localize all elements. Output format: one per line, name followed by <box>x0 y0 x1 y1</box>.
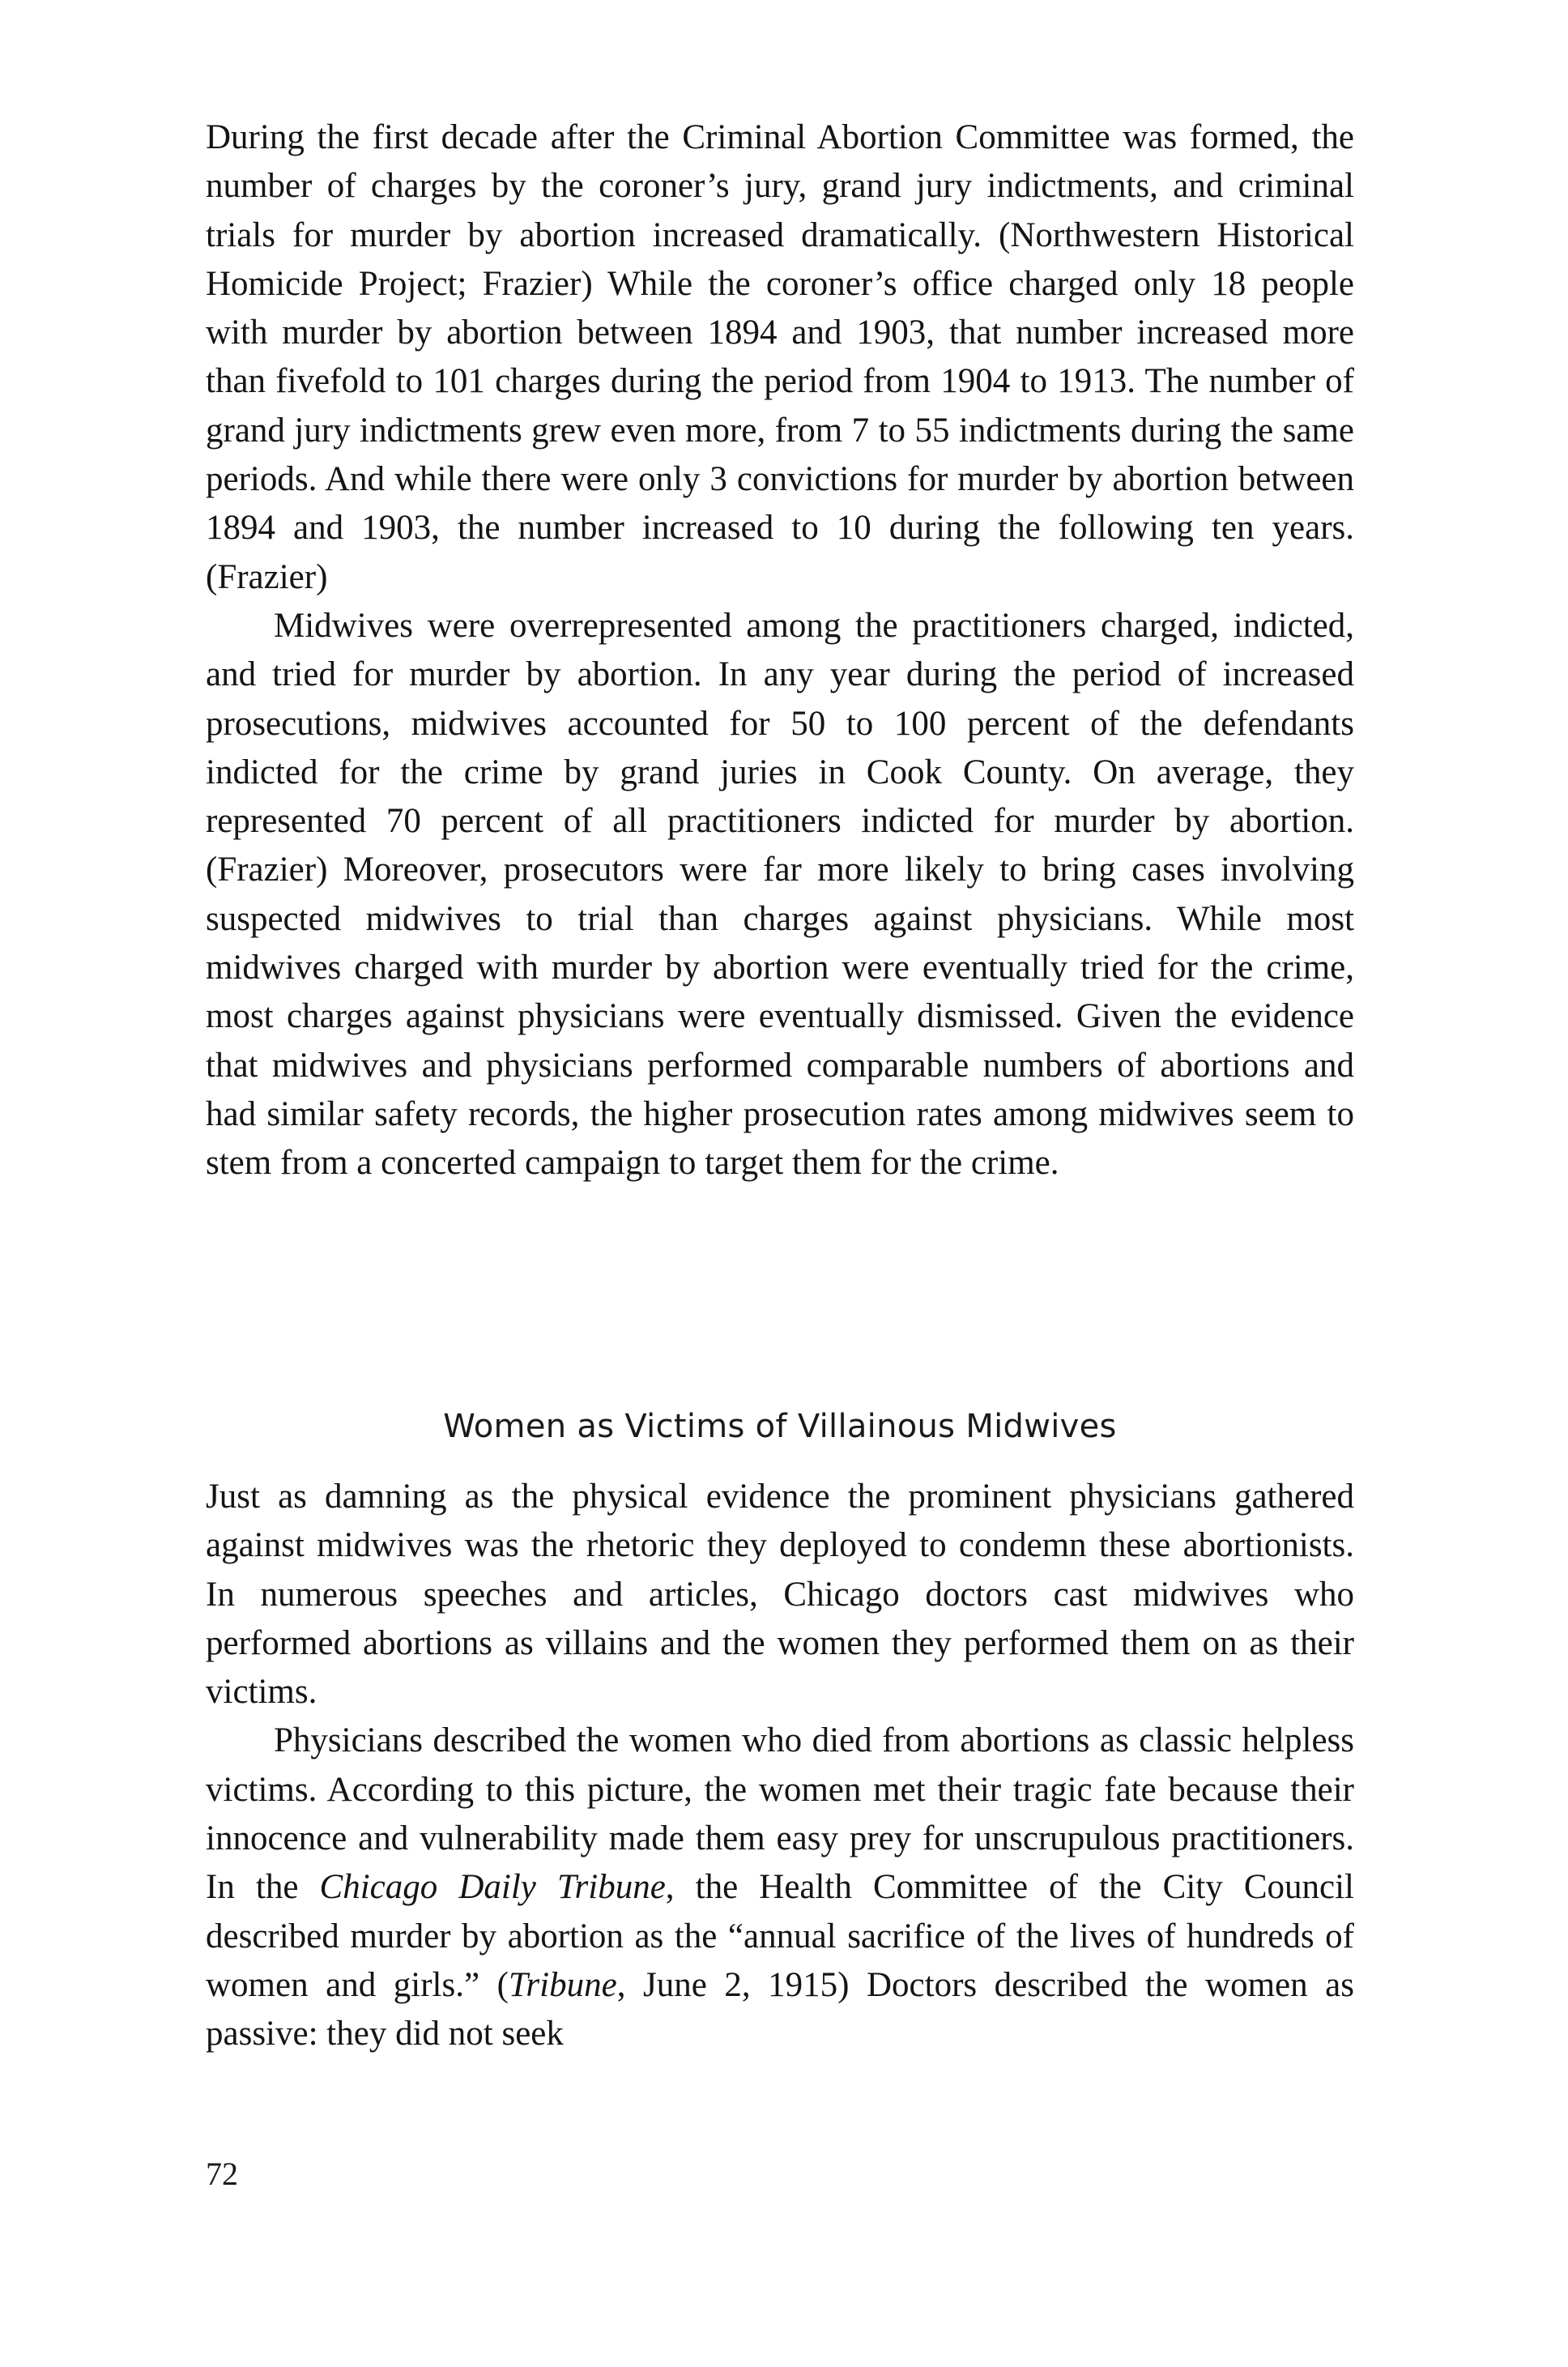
body-text-section-1 <box>206 113 1354 1188</box>
page-number: 72 <box>206 2156 238 2192</box>
paragraph-rhetoric: Just as damning as the physical evidence the prominent physicians gathered against midwives was the rhetoric they deployed to condemn these abortionists. In numerous speeches and articles, Chicago doctors cast midwives who performed abortions as villains and the women they performed them on as their victims. <box>206 1478 1354 1712</box>
text-run: , the Health Committee of the City Council described murder by abortion as the “annual sacrifice of the lives of hundreds of women and girls.” ( <box>206 1868 1355 2004</box>
italic-newspaper-title: Chicago Daily Tribune <box>319 1868 666 1907</box>
text-run: Physicians described the women who died from abortions as classic helpless victims. According to this picture, the women met their tragic fate because their innocence and vulnerability made them easy prey for unscrupulous practitioners. In the <box>206 1721 1354 1907</box>
paragraph-prosecution-statistics: During the first decade after the Criminal Abortion Committee was formed, the number of charges by the coroner’s jury, grand jury indictments, and criminal trials for murder by abortion increased dramatically. (Northwestern Historical Homicide Project; Frazier) While the coroner’s office charged only 18 people with murder by abortion between 1894 and 1903, that number increased more than fivefold to 101 charges during the period from 1904 to 1913. The number of grand jury indictments grew even more, from 7 to 55 indictments during the same periods. And while there were only 3 convictions for murder by abortion between 1894 and 1903, the number increased to 10 during the following ten years. (Frazier) <box>206 118 1354 596</box>
paragraph-midwives-overrepresented: Midwives were overrepresented among the practitioners charged, indicted, and tried for murder by abortion. In any year during the period of increased prosecutions, midwives accounted for 50 to 100 percent of the defendants indicted for the crime by grand juries in Cook County. On average, they represented 70 percent of all practitioners indicted for murder by abortion. (Frazier) Moreover, prosecutors were far more likely to bring cases involving suspected midwives to trial than charges against physicians. While most midwives charged with murder by abortion were eventually tried for the crime, most charges against physicians were eventually dismissed. Given the evidence that midwives and physicians performed comparable numbers of abortions and had similar safety records, the higher prosecution rates among midwives seem to stem from a concerted campaign to target them for the crime. <box>206 606 1354 1183</box>
italic-citation-source: Tribune <box>508 1965 617 2004</box>
paragraph-helpless-victims <box>206 1717 1354 2058</box>
text-run: , June 2, 1915) Doctors described the women as passive: they did not seek <box>206 1965 1354 2054</box>
body-text-section-2 <box>206 1473 1354 2059</box>
section-heading: Women as Victims of Villainous Midwives <box>443 1408 1117 1445</box>
